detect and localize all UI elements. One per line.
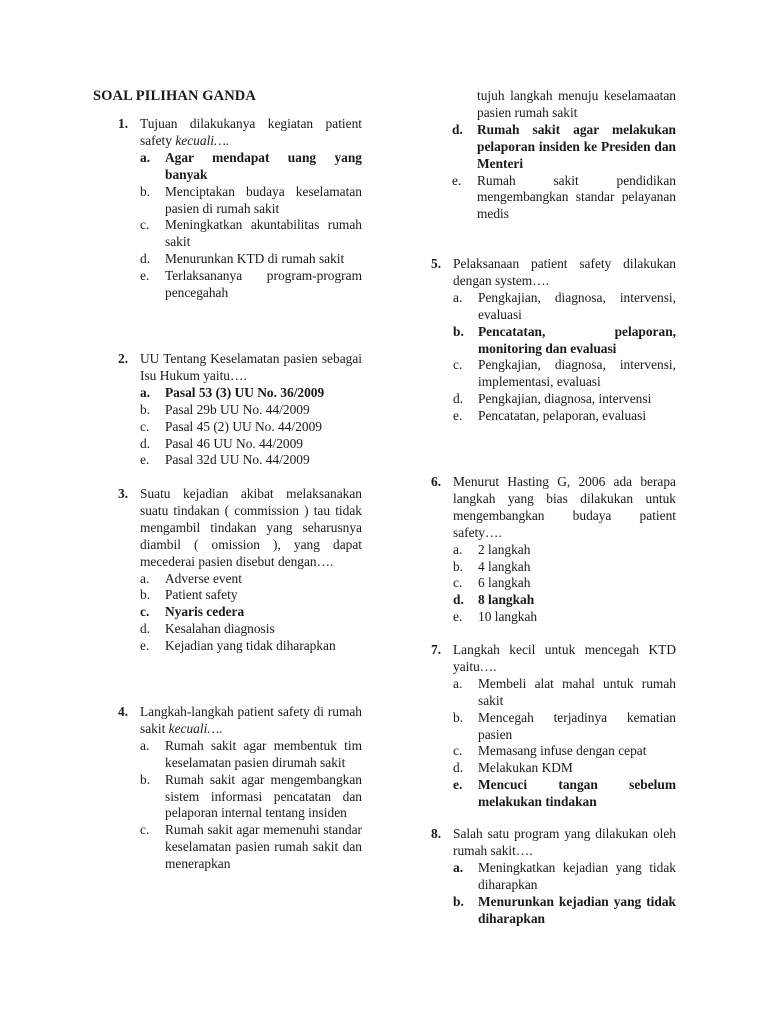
- question-stem: Langkah kecil untuk mencegah KTD yaitu….: [453, 642, 676, 674]
- option-b: b. Pasal 29b UU No. 44/2009: [140, 401, 310, 417]
- option-e: e. Terlaksananya program-program pencegahah: [140, 268, 362, 301]
- option-a: a. Rumah sakit agar membentuk tim keselamatan pasien dirumah sakit: [140, 737, 362, 770]
- option-e: e. Rumah sakit pendidikan mengembangkan standar pelayanan medis: [452, 172, 676, 222]
- page-title: SOAL PILIHAN GANDA: [93, 88, 256, 104]
- option-c: c. Meningkatkan akuntabilitas rumah sakit: [140, 217, 362, 250]
- question-stem: Langkah-langkah patient safety di rumah sakit kecuali….: [140, 704, 362, 736]
- question-stem: Pelaksanaan patient safety dilakukan dengan system….: [453, 256, 676, 288]
- option-b: b. 4 langkah: [453, 558, 531, 574]
- option-b: b. Patient safety: [140, 587, 238, 603]
- option-a: a. 2 langkah: [453, 541, 531, 557]
- question-number: 5.: [431, 256, 442, 271]
- option-e: e. Pasal 32d UU No. 44/2009: [140, 452, 310, 468]
- option-a: a. Meningkatkan kejadian yang tidak diharapkan: [453, 859, 676, 892]
- option-c: c. Memasang infuse dengan cepat: [453, 743, 647, 759]
- question-8: [431, 826, 676, 927]
- option-e: e. 10 langkah: [453, 609, 538, 625]
- question-4-continued: [452, 88, 676, 223]
- option-a: a. Pengkajian, diagnosa, intervensi, evaluasi: [453, 289, 676, 322]
- option-a: a. Pasal 53 (3) UU No. 36/2009: [140, 384, 325, 400]
- question-number: 2.: [118, 351, 129, 366]
- question-number: 7.: [431, 642, 442, 657]
- question-stem: Menurut Hasting G, 2006 ada berapa langkah yang bias dilakukan untuk mengembangkan budaya patient safety….: [453, 474, 676, 540]
- question-5: [431, 256, 676, 425]
- option-e: e. Pencatatan, pelaporan, evaluasi: [453, 408, 647, 424]
- option-a: a. Agar mendapat uang yang banyak: [140, 149, 362, 182]
- question-stem: Suatu kejadian akibat melaksanakan suatu tindakan ( commission ) tau tidak mengambil tindakan yang seharusnya diambil ( omission ), yang dapat mecederai pasien disebut dengan….: [140, 486, 362, 569]
- option-d: d. Rumah sakit agar melakukan pelaporan insiden ke Presiden dan Menteri: [452, 121, 676, 171]
- option-c: c. Pengkajian, diagnosa, intervensi, implementasi, evaluasi: [453, 357, 676, 390]
- question-6: [431, 474, 676, 626]
- option-d: d. Pengkajian, diagnosa, intervensi: [453, 391, 652, 407]
- question-stem: UU Tentang Keselamatan pasien sebagai Isu Hukum yaitu….: [140, 351, 362, 383]
- option-d: d. Kesalahan diagnosis: [140, 621, 275, 637]
- option-c: c. 6 langkah: [453, 575, 531, 591]
- question-stem: Tujuan dilakukanya kegiatan patient safety kecuali….: [140, 116, 362, 148]
- option-d: d. Melakukan KDM: [453, 760, 573, 776]
- option-b: b. Mencegah terjadinya kematian pasien: [453, 709, 676, 742]
- question-number: 8.: [431, 826, 442, 841]
- question-number: 3.: [118, 486, 129, 501]
- option-d: d. Pasal 46 UU No. 44/2009: [140, 435, 303, 451]
- question-3: [118, 486, 362, 655]
- question-7: [431, 642, 676, 811]
- option-c: c. Pasal 45 (2) UU No. 44/2009: [140, 418, 322, 434]
- option-b: b. Rumah sakit agar mengembangkan sistem informasi pencatatan dan pelaporan internal tentang insiden: [140, 771, 362, 821]
- option-b: b. Menciptakan budaya keselamatan pasien di rumah sakit: [140, 183, 362, 216]
- option-e: e. Kejadian yang tidak diharapkan: [140, 638, 336, 654]
- question-number: 4.: [118, 704, 129, 719]
- question-number: 6.: [431, 474, 442, 489]
- option-c-part1: c. Rumah sakit agar memenuhi standar keselamatan pasien rumah sakit dan menerapkan: [140, 822, 362, 872]
- option-c: c. Nyaris cedera: [140, 604, 245, 620]
- option-d: d. Menurunkan KTD di rumah sakit: [140, 251, 345, 267]
- option-b: b. Menurunkan kejadian yang tidak diharapkan: [453, 893, 676, 926]
- question-number: 1.: [118, 116, 129, 131]
- option-c-part2: tujuh langkah menuju keselamaatan pasien rumah sakit: [477, 88, 676, 120]
- option-b: b. Pencatatan, pelaporan, monitoring dan evaluasi: [453, 323, 676, 356]
- question-2: [118, 351, 362, 469]
- question-1: [118, 116, 362, 302]
- option-a: a. Adverse event: [140, 570, 242, 586]
- option-e: e. Mencuci tangan sebelum melakukan tindakan: [453, 777, 676, 810]
- option-a: a. Membeli alat mahal untuk rumah sakit: [453, 675, 676, 708]
- option-d: d. 8 langkah: [453, 592, 535, 608]
- question-stem: Salah satu program yang dilakukan oleh rumah sakit….: [453, 826, 676, 858]
- question-4: [118, 704, 362, 873]
